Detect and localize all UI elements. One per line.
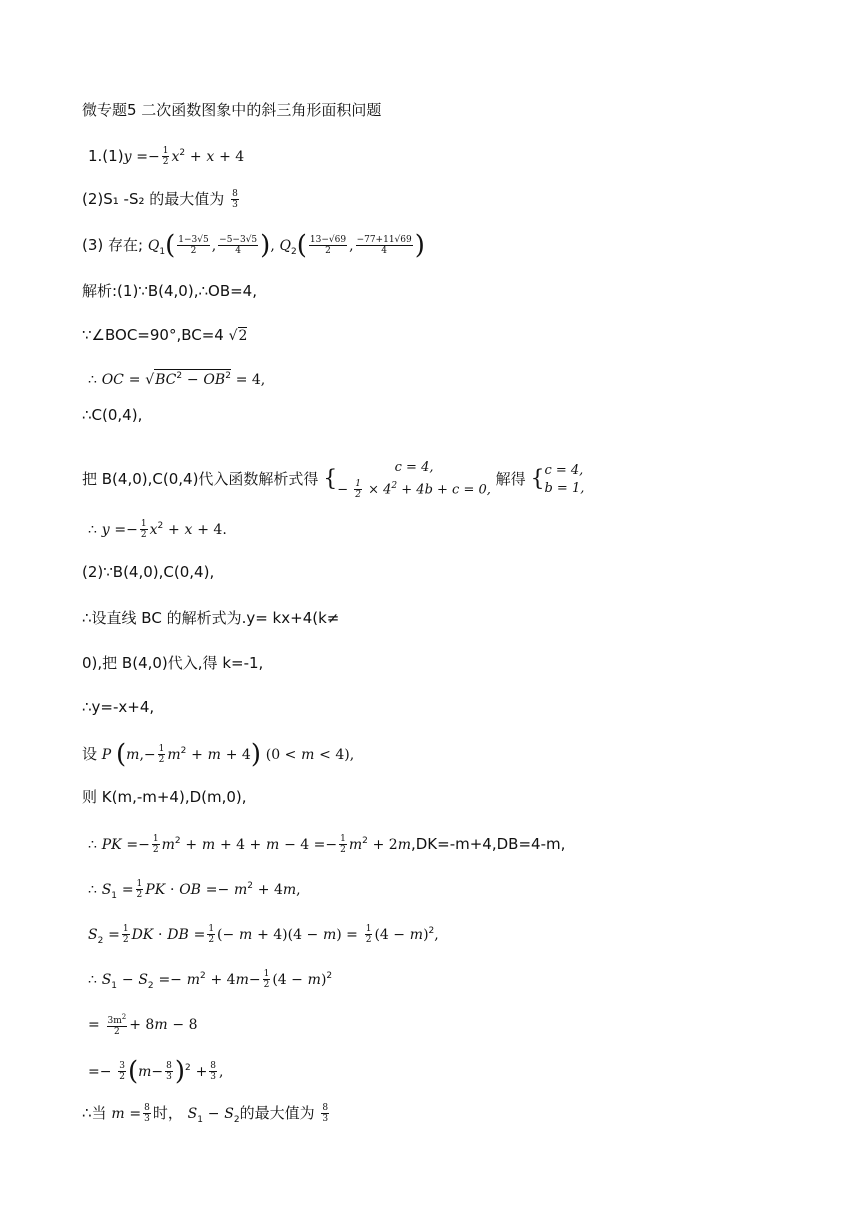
solution-line-17: = $\frac{3m^2}{2}$ + 8m − 8 xyxy=(88,1013,198,1037)
answer-2-label: (2)S₁ -S₂ 的最大值为 xyxy=(82,190,225,208)
solution-line-6: ∴ y =− $\frac{1}{2}$ $x^2 + x + 4$. xyxy=(88,519,227,540)
solution-line-4: ∴C(0,4), xyxy=(82,406,143,424)
solution-line-19: ∴当 m = $\frac{8}{3}$ 时， $S_1 - S_2$的最大值为 $\frac{8}{3}$ xyxy=(82,1103,329,1125)
answer-1: 1.(1)y =− $\frac{1}{2}$ $x^2 + x + 4$ xyxy=(88,146,245,167)
solution-line-7: (2)∵B(4,0),C(0,4), xyxy=(82,563,215,581)
solution-line-14: ∴ $S_1$ = $\frac{1}{2}$ PK · OB =− $m^2 + 4m$, xyxy=(88,879,301,901)
solution-line-9: 0),把 B(4,0)代入,得 k=-1, xyxy=(82,654,264,672)
answer-2: (2)S₁ -S₂ 的最大值为 $\frac{8}{3}$ xyxy=(82,189,238,210)
answer-3-label: (3) 存在; xyxy=(82,236,144,254)
solution-line-10: ∴y=-x+4, xyxy=(82,698,155,716)
solution-line-1: 解析:(1)∵B(4,0),∴OB=4, xyxy=(82,282,257,300)
solution-line-8: ∴设直线 BC 的解析式为.y= kx+4(k≠ xyxy=(82,609,340,627)
page-title: 微专题5 二次函数图象中的斜三角形面积问题 xyxy=(82,101,382,119)
solution-line-11: 设 P (m,− $\frac{1}{2}$ $m^2 + m + 4$) (0 < m < 4), xyxy=(82,739,355,770)
solution-line-2: ∵∠BOC=90°,BC=4 √2 xyxy=(82,326,248,344)
solution-line-16: ∴ $S_1 - S_2 =- m^2 + 4m-$ $\frac{1}{2}$ $(4 - m)^2$ xyxy=(88,969,333,991)
solution-line-13: ∴ PK =− $\frac{1}{2}$ $m^2 + m + 4 + m - 4$ =− $\frac{1}{2}$ $m^2 + 2m,DK=-m+4,DB=4-m$, xyxy=(88,834,566,855)
answer-1-label: 1.(1) xyxy=(88,147,124,165)
solution-line-3: ∴ OC = $√BC^2 - OB^2 = 4$, xyxy=(88,371,266,388)
solution-line-12: 则 K(m,-m+4),D(m,0), xyxy=(82,788,247,806)
solution-line-5: 把 B(4,0),C(0,4)代入函数解析式得 { c = 4, − $\frac{1}{2}$ × $4^2 + 4b + c = 0$, 解得 { c = 4, b = 1, xyxy=(82,460,585,501)
solution-line-15: $S_2$ = $\frac{1}{2}$ DK · DB = $\frac{1}{2}$ (− m + 4)(4 − m) = $\frac{1}{2}$ $(4 - m)^2$, xyxy=(88,924,439,946)
solution-line-18: =− $\frac{3}{2}$ (m− $\frac{8}{3}$ )$^2$ + $\frac{8}{3}$ , xyxy=(88,1056,224,1087)
answer-3: (3) 存在; $Q_1$( $\frac{1-3√5}{2}$ , $\frac{-5-3√5}{4}$ ), $Q_2$( $\frac{13-√69}{2}$ , $\frac{-77+11√69}{4}$ ) xyxy=(82,230,425,261)
